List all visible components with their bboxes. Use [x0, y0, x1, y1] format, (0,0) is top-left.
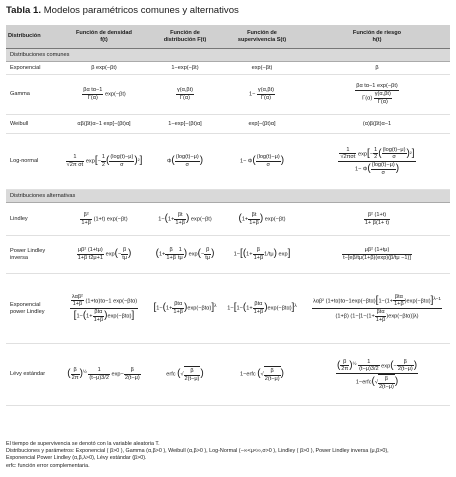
- table-label: Tabla 1.: [6, 5, 42, 16]
- footnote: Exponencial Power Lindley (α,β,λ>0), Lévy estándar (β>0).: [6, 455, 147, 462]
- cell-F: 1−exp[−(βt)α]: [150, 115, 220, 134]
- cell-h: β: [304, 62, 450, 75]
- row-lindley: [6, 203, 450, 236]
- cell-F: 1−exp(−βt): [150, 62, 220, 75]
- row-levy: [6, 344, 450, 406]
- table-footnotes: [6, 441, 389, 470]
- header-row: [6, 25, 450, 49]
- dist-name: Lévy estándar: [6, 344, 58, 406]
- header-density: Función de densidad f(t): [58, 25, 150, 49]
- row-weibull: [6, 115, 450, 134]
- row-lognormal: [6, 134, 450, 190]
- models-table: [6, 25, 450, 406]
- dist-name: Gamma: [6, 75, 58, 115]
- table-caption: Modelos paramétricos comunes y alternativos: [43, 5, 239, 16]
- cell-h: $\frac{\text{μβ² (1+tμ)}}{t-[e\beta/t\mu(1+\beta)(\exp)(\beta/t\mu -1)]}$: [304, 236, 450, 274]
- cell-f: $\frac{\text{β²}}{1+\beta}$ (1+t) exp(−βt): [58, 203, 150, 236]
- cell-S: 1− Φ( $\frac{(\log(t)-\mu)}{\sigma}$ ): [220, 134, 304, 190]
- cell-S: 1−[(1+ $\frac{\beta}{1+\beta}$ 1/tμ) exp]: [220, 236, 304, 274]
- row-gamma: [6, 75, 450, 115]
- cell-S: exp[−(βt)α]: [220, 115, 304, 134]
- cell-h: (α)β(βt)α−1: [304, 115, 450, 134]
- cell-f: ( $\frac{\beta}{2\pi}$ )$^{\frac{1}{2}}$ $\frac{1}{(t-\mu)3/2}$ exp− $\frac{\beta}{2(t-\mu)}$: [58, 344, 150, 406]
- dist-name: Log-normal: [6, 134, 58, 190]
- cell-F: (1+ $\frac{\beta}{1+\beta}$ $\frac{1}{t\mu}$ ) exp(− $\frac{\beta}{t\mu}$ ): [150, 236, 220, 274]
- footnote: El tiempo de supervivencia se denotó con la variable aleatoria T.: [6, 441, 160, 447]
- cell-S: 1− $\frac{\gamma(\alpha,\beta t)}{\Gamma(\alpha)}$: [220, 75, 304, 115]
- dist-name: Power Lindley inversa: [6, 236, 58, 274]
- row-exponencial: [6, 62, 450, 75]
- cell-f: $\frac{\text{μβ² (1+tμ)}}{\text{1+β t2μ+1}}$ exp(− $\frac{\beta}{t\mu}$ ): [58, 236, 150, 274]
- cell-S: 1−erfc (√ $\frac{\beta}{2(t-\mu)}$ ): [220, 344, 304, 406]
- footnote: erfc: función error complementaria.: [6, 462, 90, 469]
- cell-F: 1−(1+ $\frac{\beta t}{1+\beta}$ ) exp(−βt): [150, 203, 220, 236]
- dist-name: Exponencial power Lindley: [6, 274, 58, 344]
- cell-h: βα tα−1 exp(−βt) Γ(α) $\frac{\gamma(\alpha,\beta t)}{\Gamma(\alpha)}$: [304, 75, 450, 115]
- cell-f: $\frac{1}{\text{√2π σt}}$ exp[− $\frac{1}{2}$ ( $\frac{(\log(t)-\mu)}{\sigma}$ )²]: [58, 134, 150, 190]
- row-exp-power-lindley: [6, 274, 450, 344]
- cell-S: 1−[1−(1+ $\frac{\text{βtα}}{1+\beta}$ )exp(−βtα)]$^\lambda$: [220, 274, 304, 344]
- row-power-lindley: [6, 236, 450, 274]
- cell-h: λαβ² (1+tα)tα−1exp(−βtα)[1−(1+ $\frac{\text{βtα}}{1+\beta}$ )exp(−βtα)]$^{\lambda-1}$ (1+β) (1−[1−(1+ $\frac{\text{βtα}}{1+\beta}$ )exp(−βtα)]λ): [304, 274, 450, 344]
- dist-name: Lindley: [6, 203, 58, 236]
- header-cdf: Función de distribución F(t): [150, 25, 220, 49]
- cell-F: $\frac{\gamma(\alpha,\beta t)}{\Gamma(\alpha)}$: [150, 75, 220, 115]
- cell-h: $\frac{\text{β² (1+t)}}{1+ \beta(1+ t)}$: [304, 203, 450, 236]
- cell-h: $\frac{1}{\text{√2πσt}}$ exp[− $\frac{1}{2}$ ( $\frac{(\log(t)-\mu)}{\sigma}$ )²] 1− Φ( $\frac{(\log(t)-\mu)}{\sigma}$ ): [304, 134, 450, 190]
- section-alt: Distribuciones alternativas: [6, 190, 450, 203]
- cell-S: (1+ $\frac{\beta t}{1+\beta}$ ) exp(−βt): [220, 203, 304, 236]
- section-common: Distribuciones comunes: [6, 49, 450, 62]
- header-surv: Función de supervivencia S(t): [220, 25, 304, 49]
- cell-F: Φ( $\frac{(\log(t)-\mu)}{\sigma}$ ): [150, 134, 220, 190]
- cell-f: $\frac{\text{βα tα−1}}{\Gamma(\alpha)}$ exp(−βt): [58, 75, 150, 115]
- table-title: [6, 5, 239, 16]
- dist-name: Exponencial: [6, 62, 58, 75]
- footnote: Distribuciones y parámetros: Exponencial ( β>0 ), Gamma (α,β>0 ), Weibull (α,β>0 ), Log-Normal (−∞<μ<∞,σ>0 ), Lindley ( β>0 ), Power Lindley inversa (μ,β>0),: [6, 448, 389, 455]
- cell-h: ( $\frac{\beta}{2\pi}$ )$^{\frac{1}{2}}$ $\frac{1}{(t-\mu)3/2}$ exp(− $\frac{\beta}{2(t-\mu)}$ ) 1−erfc(√ $\frac{\beta}{2(t-\mu)}$ ): [304, 344, 450, 406]
- cell-f: αβ(βt)α−1 exp[−(βt)α]: [58, 115, 150, 134]
- cell-F: [1−(1+ $\frac{\text{βtα}}{1+\beta}$ )exp(−βtα)]$^\lambda$: [150, 274, 220, 344]
- cell-S: exp(−βt): [220, 62, 304, 75]
- header-dist: Distribución: [6, 25, 58, 49]
- cell-F: erfc (√ $\frac{\beta}{2(t-\mu)}$ ): [150, 344, 220, 406]
- cell-f: $\frac{\text{λαβ²}}{1+\beta}$ (1+tα)tα−1 exp(−βtα) [1−(1+ $\frac{\text{βtα}}{1+\beta}$ )exp(−βtα)]: [58, 274, 150, 344]
- cell-f: β exp(−βt): [58, 62, 150, 75]
- dist-name: Weibull: [6, 115, 58, 134]
- header-hazard: Función de riesgo h(t): [304, 25, 450, 49]
